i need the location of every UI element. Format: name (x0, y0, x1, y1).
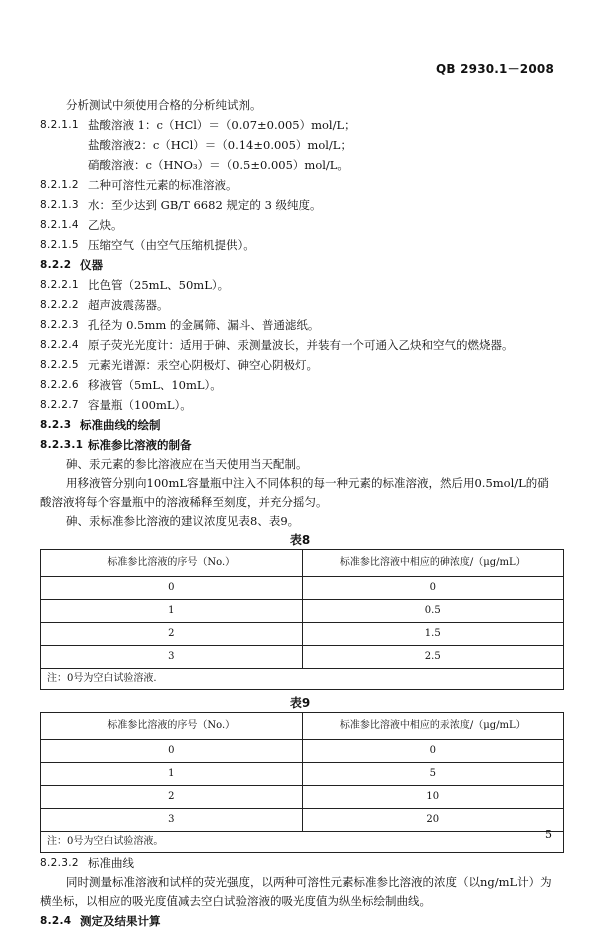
table-header-cell: 标准参比溶液中相应的汞浓度/（μg/mL） (302, 713, 564, 740)
clause-text: 元素光谱源：汞空心阴极灯、砷空心阴极灯。 (88, 358, 318, 372)
reagent-line: 盐酸溶液 1：c（HCl）＝（0.07±0.005）mol/L； (88, 118, 356, 132)
clause-number: 8.2.2.5 (40, 359, 79, 371)
table-cell: 0 (41, 577, 303, 600)
paragraph: 同时测量标准溶液和试样的荧光强度，以两种可溶性元素标准参比溶液的浓度（以ng/mL计）为横坐标，以相应的吸光度值减去空白试验溶液的吸光度值为纵坐标绘制曲线。 (40, 875, 552, 908)
instrument-item (40, 355, 560, 375)
table8-title: 表8 (289, 533, 311, 547)
table-row (41, 763, 564, 786)
intro-text: 分析测试中须使用合格的分析纯试剂。 (66, 98, 262, 112)
clause-number: 8.2.1.5 (40, 239, 79, 251)
instrument-item (40, 315, 560, 335)
table-cell: 20 (302, 809, 564, 832)
document-body (40, 95, 560, 931)
table8 (40, 549, 564, 690)
reagent-line: 盐酸溶液2：c（HCl）＝（0.14±0.005）mol/L； (88, 138, 352, 152)
table-cell: 1 (41, 763, 303, 786)
clause-number: 8.2.2.3 (40, 319, 79, 331)
clause-text: 原子荧光光度计：适用于砷、汞测量波长，并装有一个可通入乙炔和空气的燃烧器。 (88, 338, 514, 352)
clause-text: 压缩空气（由空气压缩机提供）。 (88, 238, 255, 252)
instrument-item (40, 375, 560, 395)
curve-heading (40, 853, 560, 873)
section-title: 标准曲线的绘制 (80, 418, 161, 432)
clause-text: 孔径为 0.5mm 的金属筛、漏斗、普通滤纸。 (88, 318, 320, 332)
paragraph: 用移液管分别向100mL容量瓶中注入不同体积的每一种元素的标准溶液，然后用0.5mol/L的硝酸溶液将每个容量瓶中的溶液稀释至刻度，并充分摇匀。 (40, 476, 549, 509)
clause-number: 8.2.1.4 (40, 219, 79, 231)
clause-number: 8.2.2.2 (40, 299, 79, 311)
clause-number: 8.2.2.7 (40, 399, 79, 411)
results-heading (40, 911, 560, 931)
section-number: 8.2.4 (40, 915, 72, 927)
calibration-subheading (40, 435, 560, 455)
instrument-item (40, 295, 560, 315)
table-header-cell: 标准参比溶液中相应的砷浓度/（μg/mL） (302, 550, 564, 577)
table-cell: 2 (41, 786, 303, 809)
intro-line (40, 95, 560, 115)
clause-number: 8.2.3.2 (40, 857, 79, 869)
section-number: 8.2.2 (40, 259, 72, 271)
table-row (41, 577, 564, 600)
reagent-8-2-1-4 (40, 215, 560, 235)
section-title: 测定及结果计算 (80, 914, 161, 928)
table-cell: 1 (41, 600, 303, 623)
table-header-row (41, 713, 564, 740)
paragraph: 砷、汞标准参比溶液的建议浓度见表8、表9。 (66, 514, 300, 528)
table-note-row (41, 832, 564, 853)
table-header-row (41, 550, 564, 577)
calibration-heading (40, 415, 560, 435)
table9 (40, 712, 564, 853)
section-title: 仪器 (80, 258, 103, 272)
clause-number: 8.2.3.1 (40, 439, 84, 451)
table-cell: 2 (41, 623, 303, 646)
clause-text: 移液管（5mL、10mL）。 (88, 378, 222, 392)
reagent-8-2-1-1 (40, 115, 560, 135)
clause-text: 乙炔。 (88, 218, 123, 232)
instruments-heading (40, 255, 560, 275)
clause-title: 标准参比溶液的制备 (88, 438, 192, 452)
standard-code: QB 2930.1－2008 (435, 62, 554, 76)
instrument-item (40, 395, 560, 415)
clause-text: 水：至少达到 GB/T 6682 规定的 3 级纯度。 (88, 198, 322, 212)
table-row (41, 740, 564, 763)
table-row (41, 646, 564, 669)
table-row (41, 786, 564, 809)
reagent-8-2-1-2 (40, 175, 560, 195)
table-cell: 0 (41, 740, 303, 763)
section-number: 8.2.3 (40, 419, 72, 431)
clause-number: 8.2.1.3 (40, 199, 79, 211)
table-row (41, 623, 564, 646)
reagent-8-2-1-5 (40, 235, 560, 255)
table-row (41, 809, 564, 832)
paragraph: 砷、汞元素的参比溶液应在当天使用当天配制。 (66, 457, 308, 471)
clause-number: 8.2.2.1 (40, 279, 79, 291)
instrument-item (40, 335, 560, 355)
table-header-cell: 标准参比溶液的序号（No.） (41, 713, 303, 740)
table-note-row (41, 669, 564, 690)
table9-title: 表9 (289, 696, 311, 710)
clause-text: 超声波震荡器。 (88, 298, 169, 312)
clause-number: 8.2.2.4 (40, 339, 79, 351)
table-cell: 3 (41, 646, 303, 669)
reagent-line: 硝酸溶液：c（HNO₃）＝（0.5±0.005）mol/L。 (88, 158, 349, 172)
reagent-8-2-1-1-line-2 (40, 135, 560, 155)
table-cell: 0.5 (302, 600, 564, 623)
table-row (41, 600, 564, 623)
clause-number: 8.2.1.2 (40, 179, 79, 191)
table-note: 注：0号为空白试验溶液. (41, 669, 564, 690)
page-number: 5 (545, 828, 552, 841)
table-header-cell: 标准参比溶液的序号（No.） (41, 550, 303, 577)
table-cell: 2.5 (302, 646, 564, 669)
reagent-8-2-1-3 (40, 195, 560, 215)
clause-text: 容量瓶（100mL）。 (88, 398, 192, 412)
clause-text: 二种可溶性元素的标准溶液。 (88, 178, 238, 192)
table-cell: 10 (302, 786, 564, 809)
table-cell: 3 (41, 809, 303, 832)
table-cell: 5 (302, 763, 564, 786)
instrument-item (40, 275, 560, 295)
table-cell: 0 (302, 740, 564, 763)
clause-number: 8.2.1.1 (40, 119, 79, 131)
clause-text: 比色管（25mL、50mL）。 (88, 278, 230, 292)
table-cell: 1.5 (302, 623, 564, 646)
table-cell: 0 (302, 577, 564, 600)
reagent-8-2-1-1-line-3 (40, 155, 560, 175)
table-note: 注：0号为空白试验溶液。 (41, 832, 564, 853)
clause-title: 标准曲线 (88, 856, 134, 870)
clause-number: 8.2.2.6 (40, 379, 79, 391)
